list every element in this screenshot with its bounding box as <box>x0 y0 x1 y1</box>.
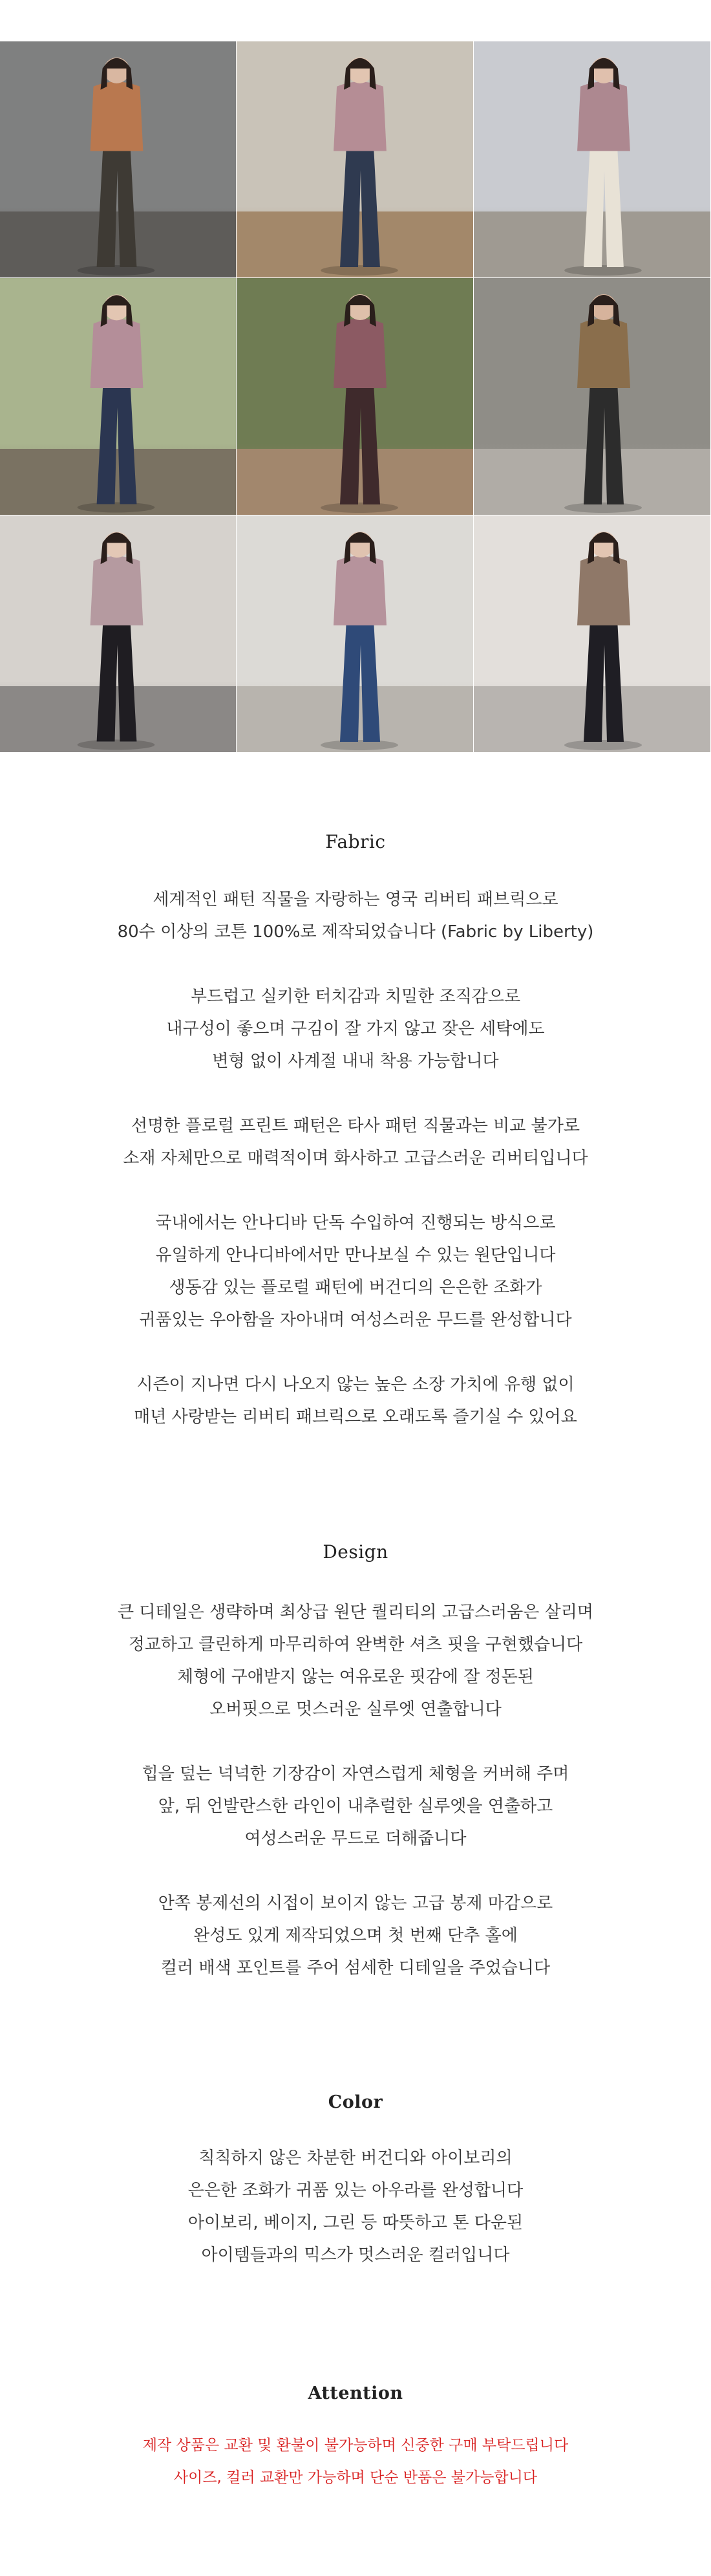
figure-bottom <box>584 382 624 504</box>
model-figure <box>474 41 710 277</box>
figure-top <box>90 319 143 388</box>
figure-bottom <box>97 382 137 504</box>
text-line: 완성도 있게 제작되었으며 첫 번째 단추 홀에 <box>193 1926 518 1945</box>
notice-line: 제작 상품은 교환 및 환불이 불가능하며 신중한 구매 부탁드립니다 <box>142 2437 569 2454</box>
figure-top <box>334 556 387 626</box>
attention-title: Attention <box>308 2383 403 2403</box>
text-line: 큰 디테일은 생략하며 최상급 원단 퀄리티의 고급스러움은 살리며 <box>118 1603 593 1622</box>
attention-notice <box>0 2429 711 2494</box>
text-line: 유일하게 안나디바에서만 만나보실 수 있는 원단입니다 <box>155 1246 556 1265</box>
text-line: 아이템들과의 믹스가 멋스러운 컬러입니다 <box>201 2246 510 2265</box>
text-line: 시즌이 지나면 다시 나오지 않는 높은 소장 가치에 유행 없이 <box>136 1375 575 1394</box>
figure-top <box>90 556 143 625</box>
text-line: 앞, 뒤 언발란스한 라인이 내추럴한 실루엣을 연출하고 <box>158 1797 553 1816</box>
text-line: 칙칙하지 않은 차분한 버건디와 아이보리의 <box>198 2148 513 2168</box>
lookbook-photo-4 <box>0 278 237 515</box>
text-line: 선명한 플로럴 프린트 패턴은 타사 패턴 직물과는 비교 불가로 <box>131 1116 580 1136</box>
model-figure <box>474 515 710 752</box>
model-figure <box>237 515 473 752</box>
text-line: 내구성이 좋으며 구김이 잘 가지 않고 잦은 세탁에도 <box>166 1019 545 1039</box>
figure-shadow <box>321 265 398 276</box>
figure-bottom <box>340 145 380 267</box>
figure-top <box>577 319 630 389</box>
lookbook-photo-7 <box>0 515 237 753</box>
model-figure <box>474 278 710 515</box>
figure-top <box>334 319 387 389</box>
figure-bottom <box>97 619 137 741</box>
fabric-paragraph-1 <box>0 883 711 948</box>
text-line: 오버핏으로 멋스러운 실루엣 연출합니다 <box>209 1700 502 1719</box>
text-line: 생동감 있는 플로럴 패턴에 버건디의 은은한 조화가 <box>169 1278 542 1297</box>
design-title: Design <box>323 1541 388 1563</box>
figure-bottom <box>340 382 380 504</box>
text-line: 아이보리, 베이지, 그린 등 따뜻하고 톤 다운된 <box>187 2213 524 2233</box>
figure-bottom <box>340 619 380 742</box>
figure-top <box>90 81 143 151</box>
text-line: 국내에서는 안나디바 단독 수입하여 진행되는 방식으로 <box>155 1213 556 1233</box>
figure-bottom <box>584 145 624 267</box>
figure-top <box>577 556 630 626</box>
fabric-paragraph-3 <box>0 1110 711 1174</box>
text-line: 은은한 조화가 귀품 있는 아우라를 완성합니다 <box>187 2181 524 2200</box>
lookbook-photo-9 <box>474 515 711 753</box>
text-line: 귀품있는 우아함을 자아내며 여성스러운 무드를 완성합니다 <box>139 1310 572 1330</box>
fabric-title: Fabric <box>325 831 386 852</box>
figure-top <box>334 81 387 151</box>
text-line: 정교하고 클린하게 마무리하여 완벽한 셔츠 핏을 구현했습니다 <box>128 1635 583 1654</box>
lookbook-photo-2 <box>237 41 474 278</box>
figure-bottom <box>97 145 137 267</box>
fabric-paragraph-2 <box>0 980 711 1077</box>
figure-shadow <box>564 740 642 750</box>
figure-shadow <box>321 740 398 750</box>
model-figure <box>0 515 236 752</box>
figure-shadow <box>78 740 155 750</box>
lookbook-photo-5 <box>237 278 474 515</box>
design-paragraph-3 <box>0 1887 711 1984</box>
text-line: 소재 자체만으로 매력적이며 화사하고 고급스러운 리버티입니다 <box>123 1149 588 1168</box>
fabric-section <box>0 831 711 1433</box>
model-figure <box>237 41 473 277</box>
lookbook-photo-8 <box>237 515 474 753</box>
text-line: 세계적인 패턴 직물을 자랑하는 영국 리버티 패브릭으로 <box>153 890 558 909</box>
text-line: 부드럽고 실키한 터치감과 치밀한 조직감으로 <box>190 987 521 1006</box>
text-line: 변형 없이 사계절 내내 착용 가능합니다 <box>212 1052 499 1071</box>
attention-section <box>0 2383 711 2494</box>
model-figure <box>0 41 236 277</box>
model-figure <box>237 278 473 515</box>
color-title: Color <box>328 2092 383 2112</box>
color-paragraph-1 <box>0 2142 711 2271</box>
figure-shadow <box>78 265 155 276</box>
text-line: 안쪽 봉제선의 시접이 보이지 않는 고급 봉제 마감으로 <box>158 1894 553 1913</box>
design-paragraph-1 <box>0 1596 711 1726</box>
design-section <box>0 1541 711 1984</box>
design-paragraph-2 <box>0 1758 711 1855</box>
text-line: 힙을 덮는 넉넉한 기장감이 자연스럽게 체형을 커버해 주며 <box>142 1764 569 1784</box>
color-section <box>0 2092 711 2271</box>
text-line: 컬러 배색 포인트를 주어 섬세한 디테일을 주었습니다 <box>160 1958 551 1978</box>
fabric-paragraph-4 <box>0 1207 711 1336</box>
text-line: 체형에 구애받지 않는 여유로운 핏감에 잘 정돈된 <box>177 1667 534 1687</box>
figure-top <box>577 81 630 151</box>
figure-shadow <box>564 265 642 276</box>
figure-bottom <box>584 619 624 742</box>
lookbook-photo-grid <box>0 41 711 753</box>
lookbook-photo-3 <box>474 41 711 278</box>
lookbook-photo-1 <box>0 41 237 278</box>
fabric-paragraph-5 <box>0 1369 711 1433</box>
text-line: 매년 사랑받는 리버티 패브릭으로 오래도록 즐기실 수 있어요 <box>134 1407 577 1427</box>
text-line: 80수 이상의 코튼 100%로 제작되었습니다 (Fabric by Liberty) <box>117 922 594 942</box>
model-figure <box>0 278 236 515</box>
text-line: 여성스러운 무드로 더해줍니다 <box>244 1829 467 1848</box>
lookbook-photo-6 <box>474 278 711 515</box>
figure-shadow <box>321 503 398 513</box>
figure-shadow <box>564 503 642 513</box>
figure-shadow <box>78 503 155 513</box>
notice-line: 사이즈, 컬러 교환만 가능하며 단순 반품은 불가능합니다 <box>173 2469 538 2486</box>
